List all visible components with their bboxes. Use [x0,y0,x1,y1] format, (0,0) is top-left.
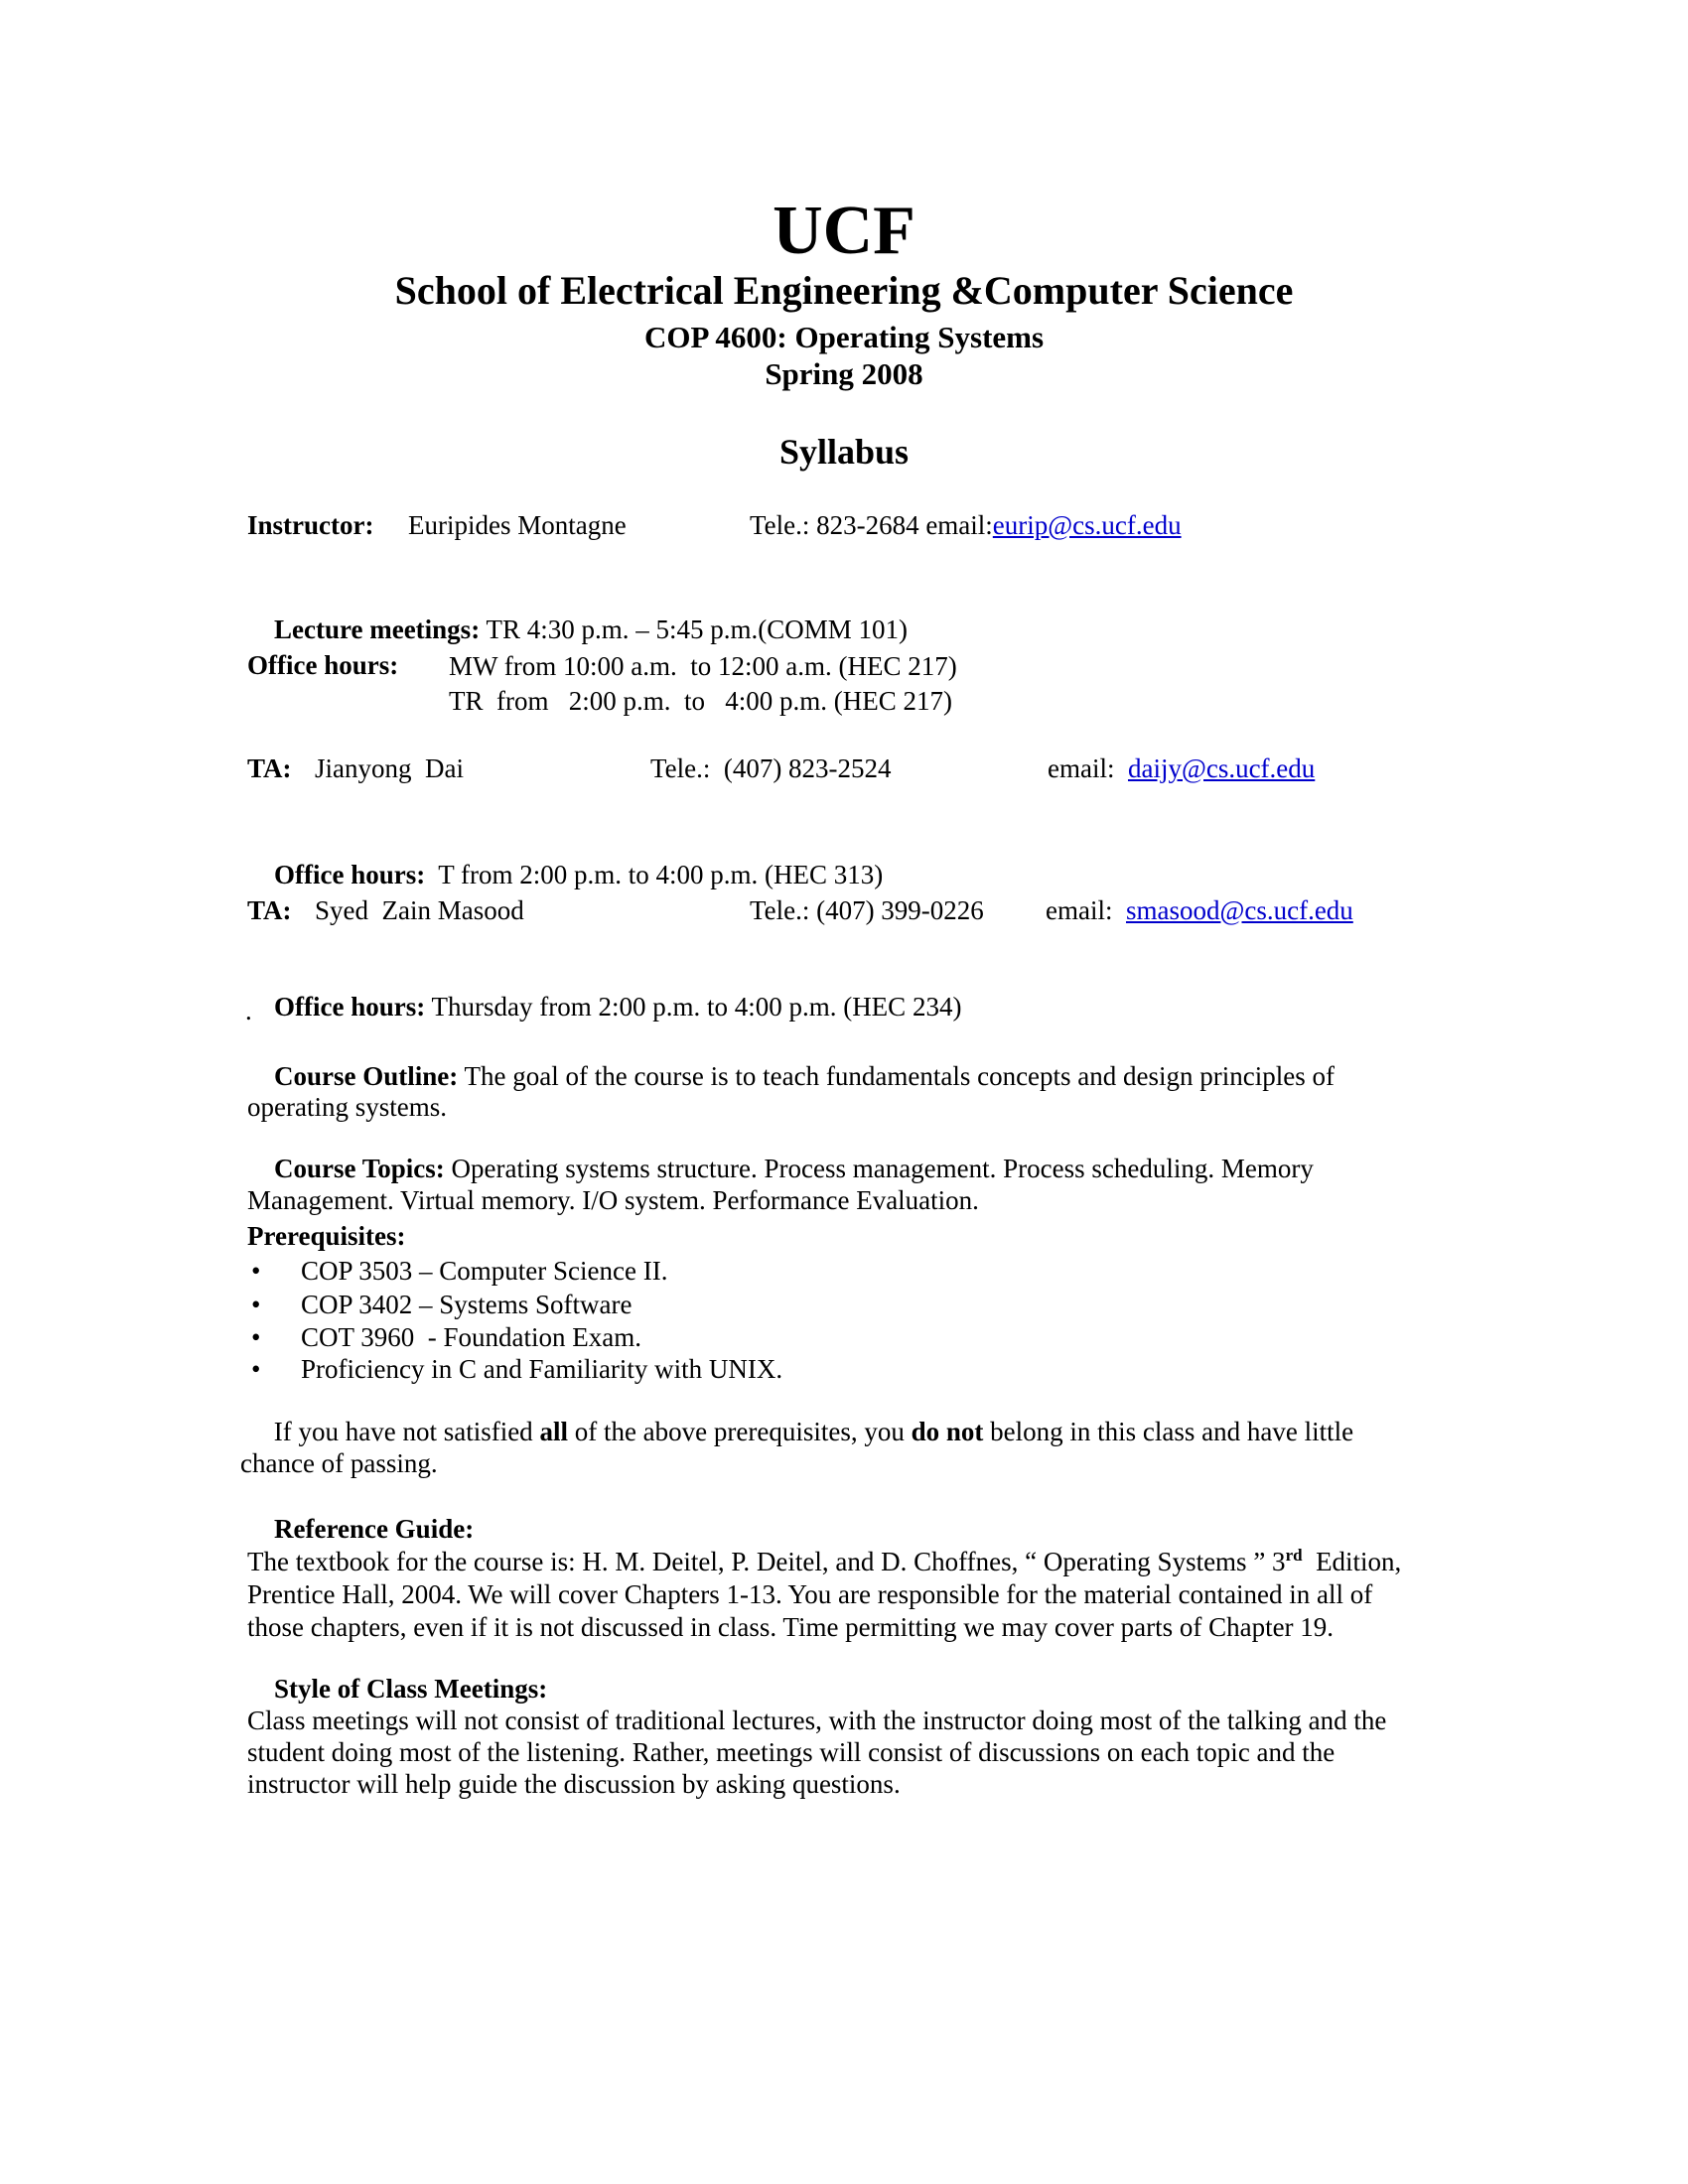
instructor-office-hours [0,649,1688,721]
style-of-class-meetings [247,1641,1498,1832]
ta1-office-hours-label: Office hours: [274,860,426,889]
lecture-meetings-text: TR 4:30 p.m. – 5:45 p.m.(COMM 101) [480,614,908,644]
reference-line1a: The textbook for the course is: H. M. Deitel, P. Deitel, and D. Choffnes, “ Operating Systems ” 3 [247,1547,1286,1576]
course-outline-line1: The goal of the course is to teach fundamentals concepts and design principles of [458,1061,1335,1091]
office-hours-times [449,649,957,719]
prereq-item-text: COP 3503 – Computer Science II. [301,1256,668,1286]
ta1-tele: Tele.: (407) 823-2524 [650,753,892,783]
document-title: Syllabus [778,432,910,472]
prereq-bullet-1 [0,1255,1688,1291]
course-title: COP 4600: Operating Systems [643,320,1045,354]
prereq-bullet-3 [0,1321,1688,1357]
style-line1: Class meetings will not consist of traditional lectures, with the instructor doing most of the talking and the [247,1706,1387,1735]
ta2-tele: Tele.: (407) 399-0226 [750,895,984,925]
ta2-row [0,894,1688,930]
instructor-row [0,509,1688,545]
lecture-meetings-label: Lecture meetings: [274,614,481,644]
course-outline-label: Course Outline: [274,1061,459,1091]
ta1-row [0,752,1688,788]
bullet-icon: • [251,1354,261,1384]
ta2-office-hours-text: Thursday from 2:00 p.m. to 4:00 p.m. (HEC 234) [425,992,962,1022]
bullet-icon: • [251,1290,261,1319]
ta2-email-link[interactable]: smasood@cs.ucf.edu [1125,895,1353,925]
ta2-office-hours-label: Office hours: [274,992,426,1022]
reference-guide-label: Reference Guide: [274,1514,475,1544]
ta1-name: Jianyong Dai [315,753,464,783]
course-topics-line1: Operating systems structure. Process management. Process scheduling. Memory [444,1154,1314,1183]
warning-part1: If you have not satisfied [267,1417,540,1446]
instructor-email-link[interactable]: eurip@cs.ucf.edu [992,510,1182,540]
ta1-email-link[interactable]: daijy@cs.ucf.edu [1127,753,1316,783]
prerequisites-label: Prerequisites: [247,1221,406,1251]
ta1-email-cell [1048,752,1315,784]
school-name: School of Electrical Engineering &Computer Science [394,268,1294,313]
course-topics-label: Course Topics: [274,1154,445,1183]
warning-part5: belong in this class and have little [983,1417,1354,1446]
style-line2: student doing most of the listening. Rather, meetings will consist of discussions on each topic and the [247,1737,1336,1767]
warning-part3: of the above prerequisites, you [567,1417,912,1446]
instructor-name: Euripides Montagne [408,510,627,540]
bullet-icon: • [251,1322,261,1352]
ta2-name: Syed Zain Masood [315,895,524,925]
ta1-label: TA: [247,753,292,783]
ta1-office-hours-text: T from 2:00 p.m. to 4:00 p.m. (HEC 313) [425,860,884,889]
prereq-item-text: COP 3402 – Systems Software [301,1290,633,1319]
ta1-email-label: email: [1048,753,1128,783]
prereq-item-text: COT 3960 - Foundation Exam. [301,1322,641,1352]
prereq-item-text: Proficiency in C and Familiarity with UNIX. [301,1354,783,1384]
office-hours-line1: MW from 10:00 a.m. to 12:00 a.m. (HEC 217) [449,651,957,681]
term-name: Spring 2008 [765,356,923,391]
style-label: Style of Class Meetings: [274,1674,548,1704]
ta2-email-cell [1046,894,1353,926]
office-hours-label: Office hours: [247,650,399,680]
reference-line1b: Edition, [1302,1547,1402,1576]
course-topics-line2: Management. Virtual memory. I/O system. Performance Evaluation. [247,1185,979,1215]
warning-all-bold: all [539,1417,568,1446]
course-topics [247,1121,1498,1248]
ta2-email-label: email: [1046,895,1126,925]
reference-line2: Prentice Hall, 2004. We will cover Chapters 1-13. You are responsible for the material contained in all of [247,1579,1373,1609]
warning-line2: chance of passing. [240,1448,438,1478]
office-hours-line2: TR from 2:00 p.m. to 4:00 p.m. (HEC 217) [449,686,952,716]
stray-period: . [245,996,252,1025]
style-line3: instructor will help guide the discussion by asking questions. [247,1769,901,1799]
warning-donot-bold: do not [911,1417,984,1446]
university-name: UCF [773,193,915,269]
instructor-label: Instructor: [247,510,374,540]
instructor-contact [750,509,1182,541]
instructor-tele-email-label: Tele.: 823-2684 email: [750,510,993,540]
course-outline-line2: operating systems. [247,1092,447,1122]
reference-line3: those chapters, even if it is not discussed in class. Time permitting we may cover parts of Chapter 19. [247,1612,1335,1642]
bullet-icon: • [251,1256,261,1286]
edition-ordinal: rd [1285,1546,1303,1565]
ta2-label: TA: [247,895,292,925]
prereq-bullet-2 [0,1289,1688,1324]
